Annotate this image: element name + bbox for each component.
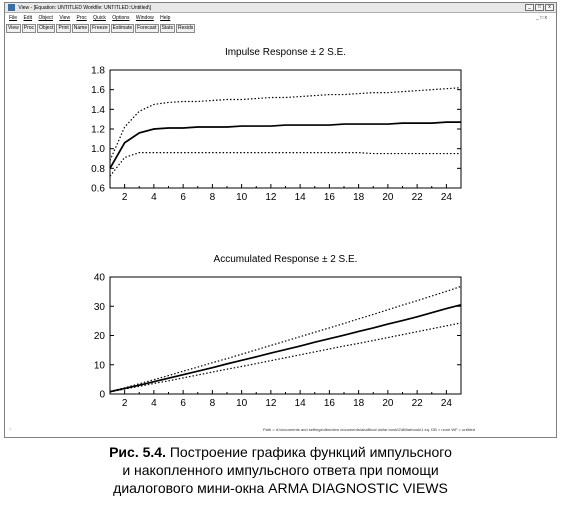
toolbar-name-button[interactable]: Name (73, 25, 88, 31)
y-tick-label: 1.6 (91, 85, 105, 97)
chart-title-accumulated: Accumulated Response ± 2 S.E. (213, 254, 358, 265)
x-tick-label: 14 (294, 398, 306, 409)
x-tick-label: 12 (265, 192, 277, 203)
toolbar-stats-button[interactable]: Stats (161, 25, 173, 31)
menu-edit[interactable]: Edit (23, 15, 33, 21)
window-title: View - [Equation: UNTITLED Workfile: UNTITLED::Untitled\] (18, 5, 152, 11)
x-tick-label: 14 (294, 192, 306, 203)
toolbar-freeze-button[interactable]: Freeze (92, 25, 108, 31)
x-tick-label: 18 (353, 192, 365, 203)
y-tick-label: 1.0 (91, 144, 105, 156)
x-tick-label: 24 (440, 398, 452, 409)
x-tick-label: 16 (323, 192, 335, 203)
x-tick-label: 6 (180, 192, 186, 203)
caption-line-3: диалогового мини-окна ARMA DIAGNOSTIC VIEWS (113, 480, 448, 496)
toolbar-view-button[interactable]: View (8, 25, 19, 31)
y-tick-label: 0.8 (91, 163, 105, 175)
x-tick-label: 4 (151, 398, 157, 409)
close-button[interactable]: x (545, 4, 554, 11)
x-tick-label: 16 (323, 398, 335, 409)
caption-line-2: и накопленного импульсного ответа при помощи (122, 462, 439, 478)
x-tick-label: 2 (121, 192, 128, 203)
y-tick-label: 0.6 (91, 183, 105, 195)
plot-frame (110, 277, 461, 394)
toolbar-resids-button[interactable]: Resids (177, 25, 194, 31)
menu-file[interactable]: File (9, 15, 18, 21)
x-tick-label: 2 (121, 398, 128, 409)
x-tick-label: 8 (209, 398, 216, 409)
y-tick-label: 10 (93, 360, 105, 372)
caption-text-1: Построение графика функций импульсного (165, 444, 452, 460)
x-tick-label: 20 (382, 192, 394, 203)
menu-view[interactable]: View (59, 15, 71, 21)
y-tick-label: 40 (93, 272, 105, 284)
menu-proc[interactable]: Proc (76, 15, 87, 21)
confidence-band-line (110, 286, 461, 391)
menu-options[interactable]: Options (112, 15, 130, 21)
response-line (110, 305, 461, 392)
toolbar-print-button[interactable]: Print (58, 25, 69, 31)
toolbar-forecast-button[interactable]: Forecast (137, 25, 157, 31)
y-tick-label: 1.4 (91, 104, 105, 116)
maximize-button[interactable]: □ (535, 4, 544, 11)
x-tick-label: 22 (411, 398, 423, 409)
minimize-button[interactable]: _ (525, 4, 534, 11)
status-bar: Path = d:\documents and settings\dbs\view documents\analitical dollar book\2\iiiiiliarbook\1 eq. DB = none WF = untitled (263, 427, 476, 432)
y-tick-label: 0 (99, 389, 105, 401)
toolbar-proc-button[interactable]: Proc (23, 25, 35, 31)
x-tick-label: 10 (236, 398, 248, 409)
x-tick-label: 8 (209, 192, 216, 203)
x-tick-label: 10 (236, 192, 248, 203)
figure-caption (0, 443, 561, 497)
y-tick-label: 20 (93, 331, 105, 342)
menu-quick[interactable]: Quick (93, 15, 106, 21)
x-tick-label: 18 (353, 398, 365, 409)
caption-label: Рис. 5.4. (109, 444, 166, 460)
menu-help[interactable]: Help (160, 15, 171, 21)
chart-title-impulse: Impulse Response ± 2 S.E. (224, 47, 347, 58)
x-tick-label: 12 (265, 398, 277, 409)
y-tick-label: 1.8 (91, 65, 105, 77)
y-tick-label: 30 (93, 301, 105, 313)
confidence-band-line (110, 323, 461, 392)
menu-window[interactable]: Window (135, 15, 154, 21)
toolbar-object-button[interactable]: Object (39, 25, 54, 31)
x-tick-label: 6 (180, 398, 186, 409)
y-tick-label: 1.2 (91, 124, 105, 136)
child-window-controls[interactable]: _ □ x (535, 15, 547, 21)
resize-grip-icon: ⁘ (8, 427, 13, 433)
x-tick-label: 20 (382, 398, 394, 409)
menu-object[interactable]: Object (38, 15, 53, 21)
caption-line-1 (0, 443, 561, 461)
x-tick-label: 22 (411, 192, 423, 203)
x-tick-label: 4 (151, 192, 157, 203)
toolbar-estimate-button[interactable]: Estimate (112, 25, 133, 31)
x-tick-label: 24 (440, 192, 452, 203)
